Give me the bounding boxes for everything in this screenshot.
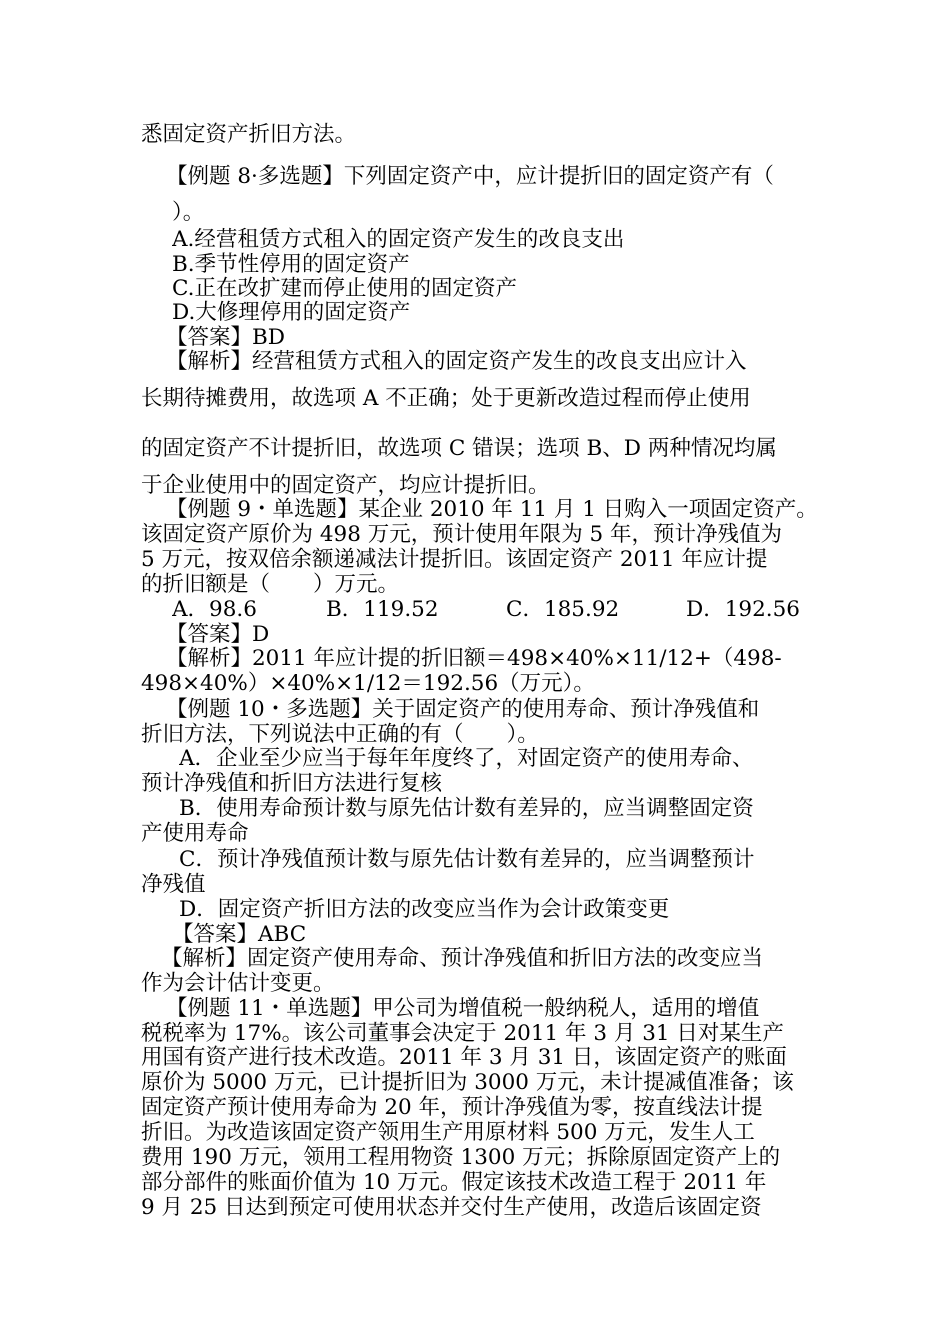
option-b: B．119.52 [326,597,439,622]
analysis-line: 【解析】固定资产使用寿命、预计净残值和折旧方法的改变应当 [161,946,764,971]
text-line: 产使用寿命 [141,821,249,846]
answer-line: 【答案】BD [166,325,286,350]
option-a: A.经营租赁方式租入的固定资产发生的改良支出 [172,227,625,252]
option-c: C.正在改扩建而停止使用的固定资产 [172,276,518,301]
text-line: 的折旧额是（ ）万元。 [141,572,400,597]
text-line: 长期待摊费用，故选项 A 不正确；处于更新改造过程而停止使用 [141,386,751,411]
text-line: 部分部件的账面价值为 10 万元。假定该技术改造工程于 2011 年 [141,1170,767,1195]
text-line: 原价为 5000 万元，已计提折旧为 3000 万元，未计提减值准备；该 [141,1070,794,1095]
text-line: 净残值 [141,872,206,897]
answer-line: 【答案】ABC [172,922,307,947]
option-d: D．192.56 [686,597,800,622]
text-line: 5 万元，按双倍余额递减法计提折旧。该固定资产 2011 年应计提 [141,547,768,572]
answer-line: 【答案】D [166,622,270,647]
text-line: ）。 [172,200,205,225]
text-line: 9 月 25 日达到预定可使用状态并交付生产使用，改造后该固定资 [141,1195,762,1220]
text-line: 该固定资产原价为 498 万元，预计使用年限为 5 年，预计净残值为 [141,522,783,547]
option-c: C．185.92 [506,597,620,622]
text-line: 作为会计估计变更。 [141,971,335,996]
question-9-options [172,597,821,623]
text-line: 498×40%）×40%×1/12＝192.56（万元）。 [141,671,595,696]
text-line: 折旧。为改造该固定资产领用生产用原材料 500 万元，发生人工 [141,1120,755,1145]
analysis-line: 【解析】2011 年应计提的折旧额＝498×40%×11/12+（498- [166,646,782,671]
text-line: 折旧方法，下列说法中正确的有（ ）。 [141,722,539,747]
text-line: 固定资产预计使用寿命为 20 年，预计净残值为零，按直线法计提 [141,1095,763,1120]
text-line: 用国有资产进行技术改造。2011 年 3 月 31 日，该固定资产的账面 [141,1045,787,1070]
option-b: B．使用寿命预计数与原先估计数有差异的，应当调整固定资 [179,796,754,821]
text-line: 预计净残值和折旧方法进行复核 [141,771,443,796]
option-a: A．98.6 [172,597,257,622]
option-a: A．企业至少应当于每年年度终了，对固定资产的使用寿命、 [179,746,754,771]
option-b: B.季节性停用的固定资产 [172,252,410,277]
text-line: 悉固定资产折旧方法。 [141,122,357,147]
text-line: 费用 190 万元，领用工程用物资 1300 万元；拆除原固定资产上的 [141,1145,781,1170]
text-line: 于企业使用中的固定资产，均应计提折旧。 [141,473,550,498]
analysis-line: 【解析】经营租赁方式租入的固定资产发生的改良支出应计入 [166,349,747,374]
question-8-title: 【例题 8·多选题】下列固定资产中，应计提折旧的固定资产有（ [166,164,774,189]
question-9-title: 【例题 9・单选题】某企业 2010 年 11 月 1 日购入一项固定资产。 [166,497,818,522]
text-line: 的固定资产不计提折旧，故选项 C 错误；选项 B、D 两种情况均属 [141,436,777,461]
text-line: 税税率为 17%。该公司董事会决定于 2011 年 3 月 31 日对某生产 [141,1021,784,1046]
option-d: D.大修理停用的固定资产 [172,300,411,325]
option-d: D．固定资产折旧方法的改变应当作为会计政策变更 [179,897,670,922]
question-11-title: 【例题 11・单选题】甲公司为增值税一般纳税人，适用的增值 [166,996,760,1021]
option-c: C．预计净残值预计数与原先估计数有差异的，应当调整预计 [179,847,755,872]
question-10-title: 【例题 10・多选题】关于固定资产的使用寿命、预计净残值和 [166,697,760,722]
